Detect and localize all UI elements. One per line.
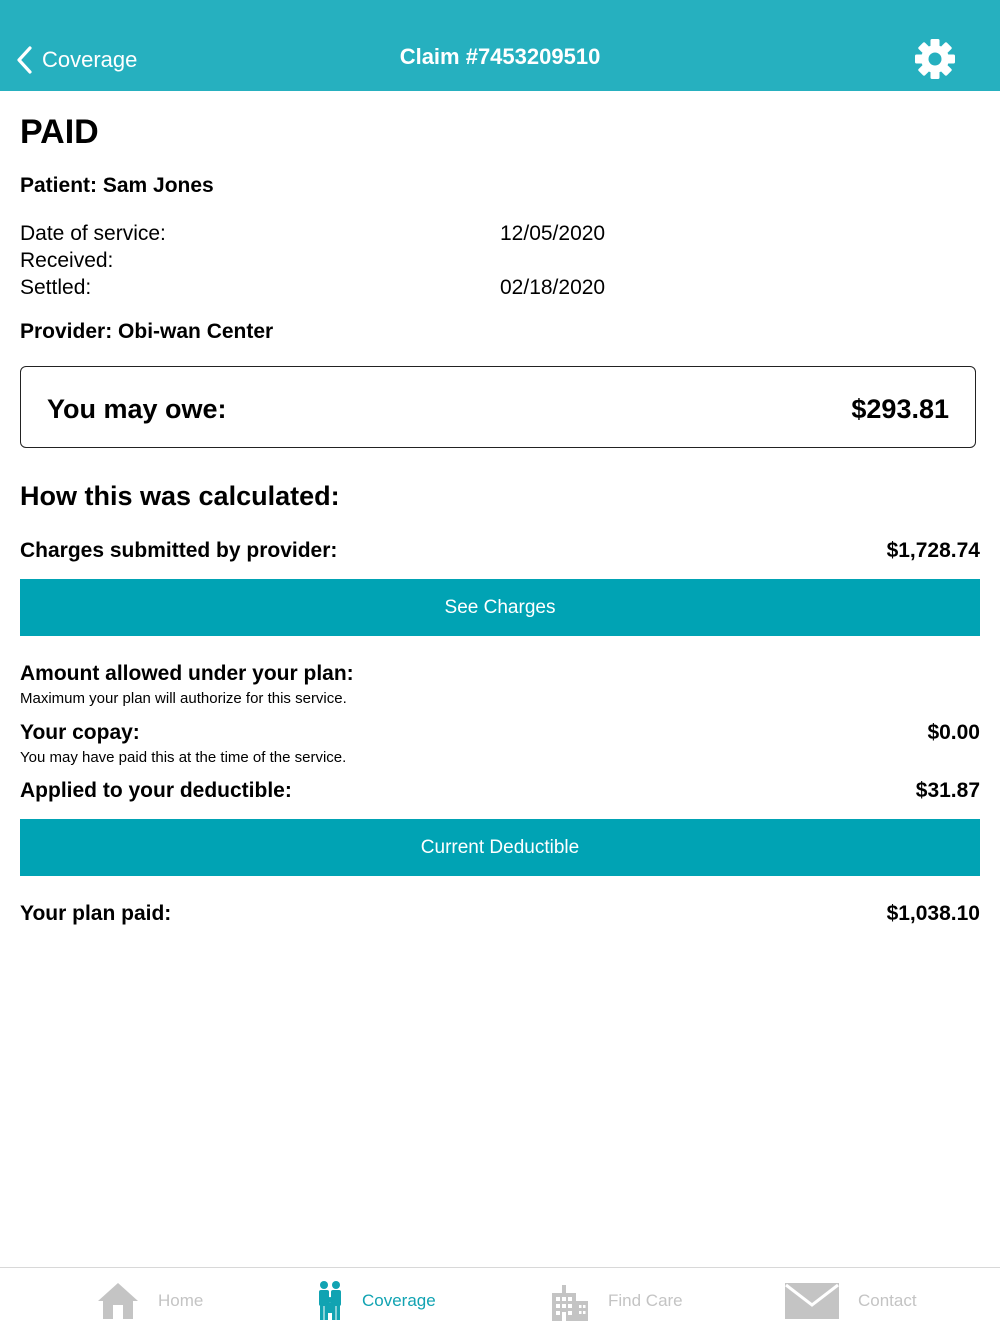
gear-icon [913, 37, 957, 81]
copay-amount: $0.00 [927, 721, 980, 744]
tab-label: Find Care [608, 1291, 683, 1310]
charges-amount: $1,728.74 [886, 539, 980, 562]
tab-contact[interactable] [784, 1268, 917, 1333]
envelope-icon [784, 1281, 840, 1321]
deductible-row [20, 779, 980, 803]
calculation-heading: How this was calculated: [20, 481, 340, 511]
deductible-label: Applied to your deductible: [20, 779, 292, 802]
tab-find-care[interactable] [550, 1268, 683, 1333]
date-value: 12/05/2020 [500, 222, 606, 245]
claim-dates [20, 220, 720, 301]
charges-row [20, 539, 980, 563]
current-deductible-button[interactable]: Current Deductible [20, 819, 980, 876]
settings-button[interactable] [913, 37, 957, 81]
date-label: Settled: [20, 276, 92, 299]
plan-paid-amount: $1,038.10 [886, 902, 980, 925]
date-row-settled [20, 274, 720, 301]
tab-label: Contact [858, 1291, 917, 1310]
allowed-label: Amount allowed under your plan: [20, 662, 354, 685]
tab-bar [0, 1267, 1000, 1333]
date-value: 02/18/2020 [500, 276, 606, 299]
copay-row [20, 721, 980, 766]
building-icon [550, 1281, 590, 1321]
see-charges-button[interactable]: See Charges [20, 579, 980, 636]
allowed-note: Maximum your plan will authorize for this service. [20, 690, 347, 707]
plan-paid-row [20, 902, 980, 926]
date-label: Date of service: [20, 222, 166, 245]
plan-paid-label: Your plan paid: [20, 902, 172, 925]
date-row-service [20, 220, 720, 247]
owe-label: You may owe: [47, 394, 227, 424]
claim-status: PAID [20, 113, 99, 151]
copay-label: Your copay: [20, 721, 140, 744]
nav-header [0, 0, 1000, 91]
tab-coverage[interactable] [316, 1268, 436, 1333]
date-row-received [20, 247, 720, 274]
tab-label: Home [158, 1291, 204, 1310]
page-title: Claim #7453209510 [399, 44, 601, 69]
family-icon [316, 1280, 344, 1322]
amount-owed-card [20, 366, 976, 448]
house-icon [96, 1281, 140, 1321]
copay-note: You may have paid this at the time of the service. [20, 749, 347, 766]
provider-name: Provider: Obi-wan Center [20, 320, 274, 343]
tab-label: Coverage [362, 1291, 436, 1310]
date-label: Received: [20, 249, 114, 272]
back-label: Coverage [42, 47, 138, 72]
deductible-amount: $31.87 [915, 779, 980, 802]
owe-amount: $293.81 [851, 394, 949, 424]
patient-name: Patient: Sam Jones [20, 174, 214, 197]
tab-home[interactable] [96, 1268, 203, 1333]
allowed-row [20, 662, 980, 707]
charges-label: Charges submitted by provider: [20, 539, 338, 562]
